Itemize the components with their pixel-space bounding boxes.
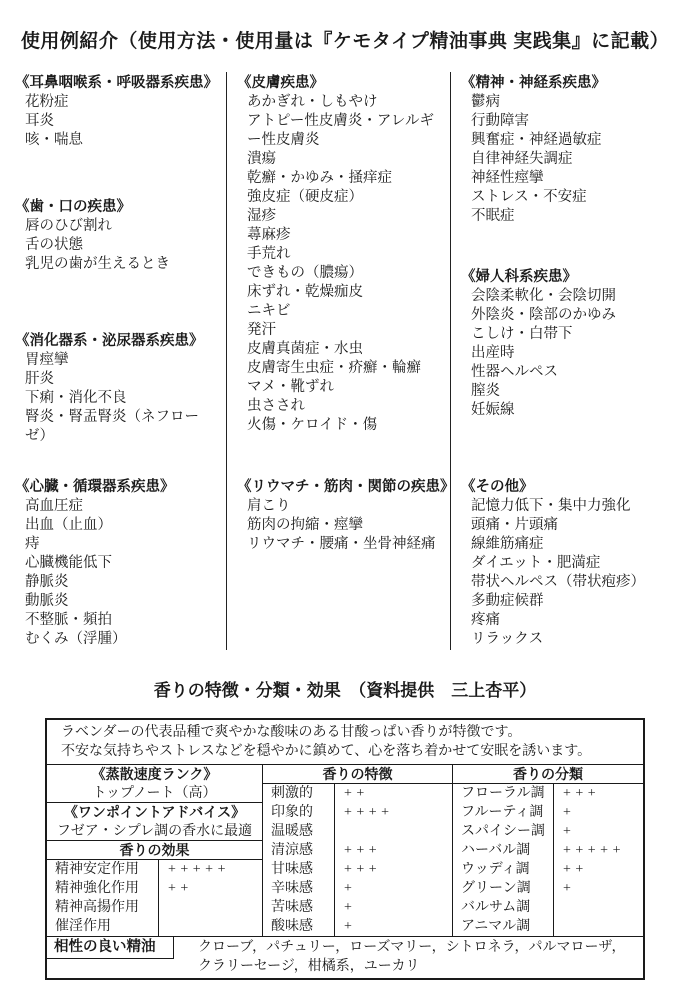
disease-item: 興奮症・神経過敏症 (471, 132, 602, 148)
disease-item: 高血圧症 (25, 498, 83, 514)
disease-item: 出産時 (471, 345, 515, 361)
disease-list (15, 351, 220, 446)
trait-rating: ++++ (344, 805, 394, 820)
trait-label: 清涼感 (263, 841, 335, 860)
disease-item: 皮膚真菌症・水虫 (247, 341, 363, 357)
effect-rating: ++ (168, 881, 193, 896)
trait-rating: + (344, 900, 357, 915)
trait-label: 辛味感 (263, 879, 335, 898)
disease-item: 自律神経失調症 (471, 151, 573, 167)
effect-label: 精神高揚作用 (47, 898, 159, 917)
disease-item: 蕁麻疹 (247, 227, 291, 243)
disease-item: 手荒れ (247, 246, 291, 262)
class-row (453, 879, 643, 898)
disease-list (461, 93, 671, 226)
disease-item: 腎炎・腎盂腎炎（ネフローゼ） (25, 409, 199, 444)
disease-item: ダイエット・肥満症 (471, 555, 601, 571)
fragrance-table-body (47, 765, 643, 936)
section-rheumatism-muscle-joint (237, 478, 455, 554)
disease-item: 線維筋痛症 (471, 536, 544, 552)
section-heading: 《リウマチ・筋肉・関節の疾患》 (237, 479, 455, 495)
disease-item: 行動障害 (471, 113, 529, 129)
disease-item: 不整脈・頻拍 (25, 612, 112, 628)
disease-item: 会陰柔軟化・会陰切開 (471, 288, 616, 304)
disease-item: 肩こり (247, 498, 291, 514)
table-left-group (47, 765, 263, 936)
disease-item: 火傷・ケロイド・傷 (247, 417, 378, 433)
disease-item: 出血（止血） (25, 517, 112, 533)
disease-item: 筋肉の拘縮・痙攣 (247, 517, 363, 533)
advice-value: フゼア・シプレ調の香水に最適 (47, 822, 262, 841)
class-row (453, 898, 643, 917)
disease-item: 床ずれ・乾燥痂皮 (247, 284, 363, 300)
disease-item: 疼痛 (471, 612, 500, 628)
effects-rows (47, 860, 262, 936)
class-row (453, 860, 643, 879)
disease-item: 咳・喘息 (25, 132, 83, 148)
section-mental-nervous (461, 74, 671, 226)
disease-item: 潰瘍 (247, 151, 276, 167)
disease-item: 耳炎 (25, 113, 54, 129)
disease-item: 舌の状態 (25, 237, 83, 253)
disease-item: 乳児の歯が生えるとき (25, 256, 170, 272)
compatible-oils-value (174, 937, 643, 978)
disease-item: 乾癬・かゆみ・掻痒症 (247, 170, 392, 186)
class-rating: +++++ (563, 843, 625, 858)
trait-row (263, 898, 452, 917)
class-rating (554, 917, 563, 936)
class-label: フローラル調 (453, 784, 554, 803)
section-teeth-mouth (15, 198, 220, 274)
disease-list (15, 93, 220, 150)
disease-item: 湿疹 (247, 208, 276, 224)
section-heading: 《消化器系・泌尿器系疾患》 (15, 333, 204, 349)
disease-item: 発汗 (247, 322, 276, 338)
disease-item: 記憶力低下・集中力強化 (471, 498, 631, 514)
usage-columns (15, 72, 677, 650)
trait-rating: ++ (344, 786, 369, 801)
disease-list (461, 287, 671, 420)
disease-item: 肝炎 (25, 371, 54, 387)
section-heading: 《耳鼻咽喉系・呼吸器系疾患》 (15, 75, 218, 91)
class-label: スパイシー調 (453, 822, 554, 841)
effect-row (47, 879, 262, 898)
effect-row (47, 917, 262, 936)
class-label: ウッディ調 (453, 860, 554, 879)
class-row (453, 917, 643, 936)
class-rating: + (563, 805, 576, 820)
class-row (453, 784, 643, 803)
disease-item: 動脈炎 (25, 593, 69, 609)
class-rating: + (563, 824, 576, 839)
section-others (461, 478, 671, 649)
section-heart-circulatory (15, 478, 220, 649)
trait-row (263, 841, 452, 860)
traits-heading: 香りの特徴 (263, 765, 452, 784)
disease-item: 帯状ヘルペス（帯状疱疹） (471, 574, 645, 590)
disease-item: むくみ（浮腫） (25, 631, 127, 647)
classes-heading: 香りの分類 (453, 765, 643, 784)
trait-rating: +++ (344, 862, 382, 877)
disease-item: ニキビ (247, 303, 291, 319)
disease-item: 外陰炎・陰部のかゆみ (471, 307, 616, 323)
compatible-oils-line1: クローブ，パチュリー，ローズマリー，シトロネラ，パルマローザ， (198, 940, 626, 955)
section-heading: 《歯・口の疾患》 (15, 199, 131, 215)
class-row (453, 822, 643, 841)
disease-item: 痔 (25, 536, 40, 552)
section-ent-respiratory (15, 74, 220, 150)
disease-item: こしけ・白帯下 (471, 326, 573, 342)
class-rating (554, 898, 563, 917)
effect-rating (159, 917, 168, 936)
disease-list (15, 497, 220, 649)
trait-row (263, 784, 452, 803)
fragrance-table (45, 718, 645, 980)
section-digestive-urinary (15, 332, 220, 446)
disease-item: リラックス (471, 631, 544, 647)
class-rating: + (563, 881, 576, 896)
disease-list (237, 93, 444, 435)
section-heading: 《皮膚疾患》 (237, 75, 324, 91)
trait-rating: + (344, 919, 357, 934)
trait-row (263, 860, 452, 879)
section-heading: 《心臓・循環器系疾患》 (15, 479, 175, 495)
trait-label: 刺激的 (263, 784, 335, 803)
class-label: アニマル調 (453, 917, 554, 936)
disease-item: 心臓機能低下 (25, 555, 112, 571)
effect-rating (159, 898, 168, 917)
disease-item: 膣炎 (471, 383, 500, 399)
disease-list (15, 217, 220, 274)
evaporation-rank-heading: 《蒸散速度ランク》 (91, 766, 218, 782)
disease-item: 不眠症 (471, 208, 515, 224)
table-classes-group (453, 765, 643, 936)
class-rating: +++ (563, 786, 601, 801)
disease-item: 皮膚寄生虫症・疥癬・輪癬 (247, 360, 421, 376)
effect-rating: +++++ (168, 862, 230, 877)
effect-row (47, 898, 262, 917)
disease-list (461, 497, 671, 649)
page-title: 使用例紹介（使用方法・使用量は『ケモタイプ精油事典 実践集』に記載） (20, 31, 670, 52)
disease-item: 下痢・消化不良 (25, 390, 127, 406)
compatible-oils-row (47, 936, 643, 978)
usage-column-3 (451, 72, 677, 650)
effect-label: 精神安定作用 (47, 860, 159, 879)
disease-item: 鬱病 (471, 94, 500, 110)
fragrance-description-line1: ラベンダーの代表品種で爽やかな酸味のある甘酸っぱい香りが特徴です。 (61, 725, 522, 740)
section-heading: 《婦人科系疾患》 (461, 269, 577, 285)
disease-item: 多動症候群 (471, 593, 544, 609)
section-gynecological (461, 268, 671, 420)
class-label: グリーン調 (453, 879, 554, 898)
class-label: フルーティ調 (453, 803, 554, 822)
trait-label: 酸味感 (263, 917, 335, 936)
trait-label: 印象的 (263, 803, 335, 822)
class-row (453, 803, 643, 822)
disease-item: ストレス・不安症 (471, 189, 587, 205)
trait-label: 温暖感 (263, 822, 335, 841)
fragrance-description (47, 720, 643, 765)
disease-item: 胃痙攣 (25, 352, 69, 368)
effect-label: 催淫作用 (47, 917, 159, 936)
trait-row (263, 803, 452, 822)
effect-row (47, 860, 262, 879)
effects-heading: 香りの効果 (47, 841, 262, 860)
trait-rating: + (344, 881, 357, 896)
disease-item: 静脈炎 (25, 574, 69, 590)
table-traits-group (263, 765, 453, 936)
usage-column-2 (227, 72, 455, 650)
class-label: ハーバル調 (453, 841, 554, 860)
disease-item: 強皮症（硬皮症） (247, 189, 363, 205)
traits-rows (263, 784, 452, 936)
disease-item: 性器ヘルペス (471, 364, 558, 380)
advice-heading: 《ワンポイントアドバイス》 (63, 804, 246, 820)
disease-item: あかぎれ・しもやけ (247, 94, 378, 110)
compatible-oils-line2: クラリーセージ，柑橘系，ユーカリ (198, 959, 420, 974)
trait-rating: +++ (344, 843, 382, 858)
section-heading: 《精神・神経系疾患》 (461, 75, 606, 91)
usage-column-1 (15, 72, 227, 650)
disease-item: 虫さされ (247, 398, 305, 414)
class-rating: ++ (563, 862, 588, 877)
fragrance-section-title: 香りの特徴・分類・効果 （資料提供 三上杏平） (153, 681, 537, 700)
section-skin-diseases (237, 74, 444, 435)
trait-label: 甘味感 (263, 860, 335, 879)
trait-label: 苦味感 (263, 898, 335, 917)
trait-row (263, 822, 452, 841)
disease-item: 妊娠線 (471, 402, 515, 418)
disease-list (237, 497, 444, 554)
compatible-oils-label: 相性の良い精油 (47, 937, 174, 959)
section-heading: 《その他》 (461, 479, 534, 495)
disease-item: アトピー性皮膚炎・アレルギー性皮膚炎 (247, 113, 434, 148)
fragrance-description-line2: 不安な気持ちやストレスなどを穏やかに鎮めて、心を落ち着かせて安眠を誘います。 (61, 744, 592, 759)
disease-item: 頭痛・片頭痛 (471, 517, 558, 533)
class-row (453, 841, 643, 860)
disease-item: マメ・靴ずれ (247, 379, 334, 395)
disease-item: リウマチ・腰痛・坐骨神経痛 (247, 536, 436, 552)
class-label: バルサム調 (453, 898, 554, 917)
effect-label: 精神強化作用 (47, 879, 159, 898)
trait-row (263, 917, 452, 936)
disease-item: 唇のひび割れ (25, 218, 112, 234)
trait-rating (335, 822, 344, 841)
classes-rows (453, 784, 643, 936)
disease-item: 花粉症 (25, 94, 69, 110)
disease-item: できもの（膿瘍） (247, 265, 363, 281)
evaporation-rank-value: トップノート（高） (47, 784, 262, 803)
disease-item: 神経性痙攣 (471, 170, 544, 186)
trait-row (263, 879, 452, 898)
